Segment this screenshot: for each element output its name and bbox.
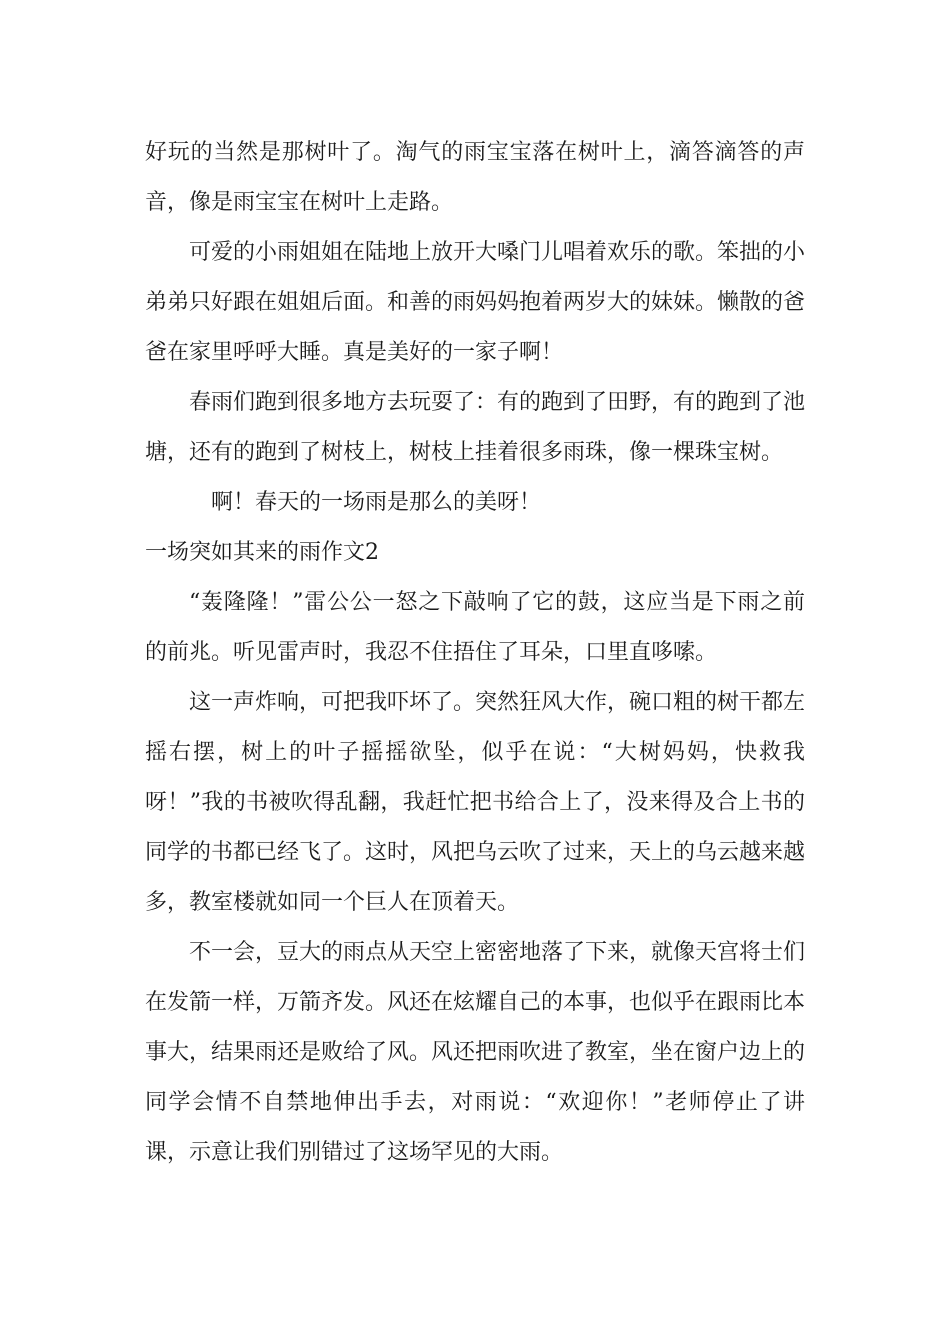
paragraph-thunder: “轰隆隆！”雷公公一怒之下敲响了它的鼓，这应当是下雨之前的前兆。听见雷声时，我忍不住捂住了耳朵，口里直哆嗦。 [145, 590, 805, 665]
section-heading: 一场突如其来的雨作文2 [145, 540, 379, 565]
paragraph-exclamation: 啊！春天的一场雨是那么的美呀！ [211, 490, 542, 515]
paragraph-continuation: 好玩的当然是那树叶了。淘气的雨宝宝落在树叶上，滴答滴答的声音，像是雨宝宝在树叶上走路。 [145, 140, 805, 215]
paragraph-rain-family: 可爱的小雨姐姐在陆地上放开大嗓门儿唱着欢乐的歌。笨拙的小弟弟只好跟在姐姐后面。和善的雨妈妈抱着两岁大的妹妹。懒散的爸爸在家里呼呼大睡。真是美好的一家子啊！ [145, 240, 806, 365]
paragraph-wind: 这一声炸响，可把我吓坏了。突然狂风大作，碗口粗的树干都左摇右摆，树上的叶子摇摇欲坠，似乎在说：“大树妈妈，快救我呀！”我的书被吹得乱翻，我赶忙把书给合上了，没来得及合上书的同学的书都已经飞了。这时，风把乌云吹了过来，天上的乌云越来越多，教室楼就如同一个巨人在顶着天。 [145, 690, 806, 915]
paragraph-heavy-rain: 不一会，豆大的雨点从天空上密密地落了下来，就像天宫将士们在发箭一样，万箭齐发。风还在炫耀自己的本事，也似乎在跟雨比本事大，结果雨还是败给了风。风还把雨吹进了教室，坐在窗户边上的同学会情不自禁地伸出手去，对雨说：“欢迎你！”老师停止了讲课，示意让我们别错过了这场罕见的大雨。 [145, 940, 806, 1165]
article-body [145, 128, 805, 1178]
paragraph-spring-rain-play: 春雨们跑到很多地方去玩耍了：有的跑到了田野，有的跑到了池塘，还有的跑到了树枝上，树枝上挂着很多雨珠，像一棵珠宝树。 [145, 390, 806, 465]
